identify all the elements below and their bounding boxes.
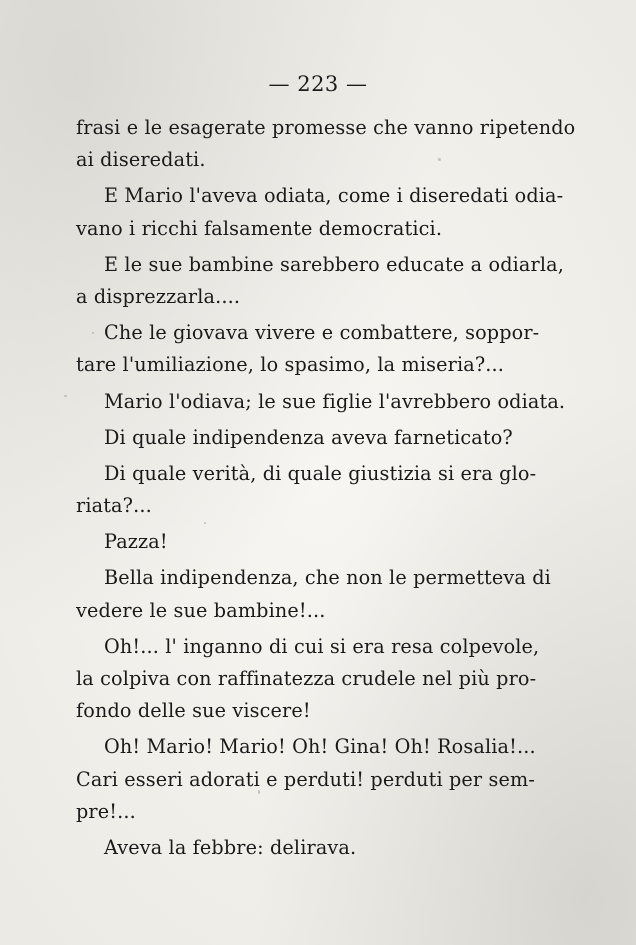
text-line: Pazza! (104, 530, 168, 554)
page-number: — 223 — (268, 72, 368, 96)
text-line: ai diseredati. (76, 148, 206, 172)
text-line: E le sue bambine sarebbero educate a odiarla, (104, 252, 564, 276)
text-line: vano i ricchi falsamente democratici. (76, 216, 443, 240)
body-text (76, 112, 576, 864)
text-line: pre!... (76, 799, 136, 823)
text-line: Che le giovava vivere e combattere, soppor- (104, 321, 540, 345)
text-line: Aveva la febbre: delirava. (104, 835, 357, 859)
text-line: Cari esseri adorati e perduti! perduti per sem- (76, 767, 535, 791)
text-line: E Mario l'aveva odiata, come i diseredati odia- (104, 184, 564, 208)
text-line: tare l'umiliazione, lo spasimo, la miseria?... (76, 353, 505, 377)
paper-speck (64, 395, 67, 397)
text-line: Bella indipendenza, che non le permetteva di (104, 566, 551, 590)
text-line: Di quale indipendenza aveva farneticato? (104, 425, 513, 449)
text-line: frasi e le esagerate promesse che vanno ripetendo (76, 116, 576, 139)
text-line: a disprezzarla.... (76, 284, 241, 308)
text-line: Mario l'odiava; le sue figlie l'avrebbero odiata. (104, 389, 566, 413)
text-line: Oh!... l' inganno di cui si era resa colpevole, (104, 634, 540, 658)
text-line: vedere le sue bambine!... (76, 598, 326, 622)
text-line: Oh! Mario! Mario! Oh! Gina! Oh! Rosalia!... (104, 735, 536, 759)
text-line: la colpiva con raffinatezza crudele nel più pro- (76, 667, 537, 690)
text-line: Di quale verità, di quale giustizia si era glo- (104, 461, 537, 485)
text-line: riata?... (76, 494, 152, 518)
text-line: fondo delle sue viscere! (76, 699, 311, 723)
